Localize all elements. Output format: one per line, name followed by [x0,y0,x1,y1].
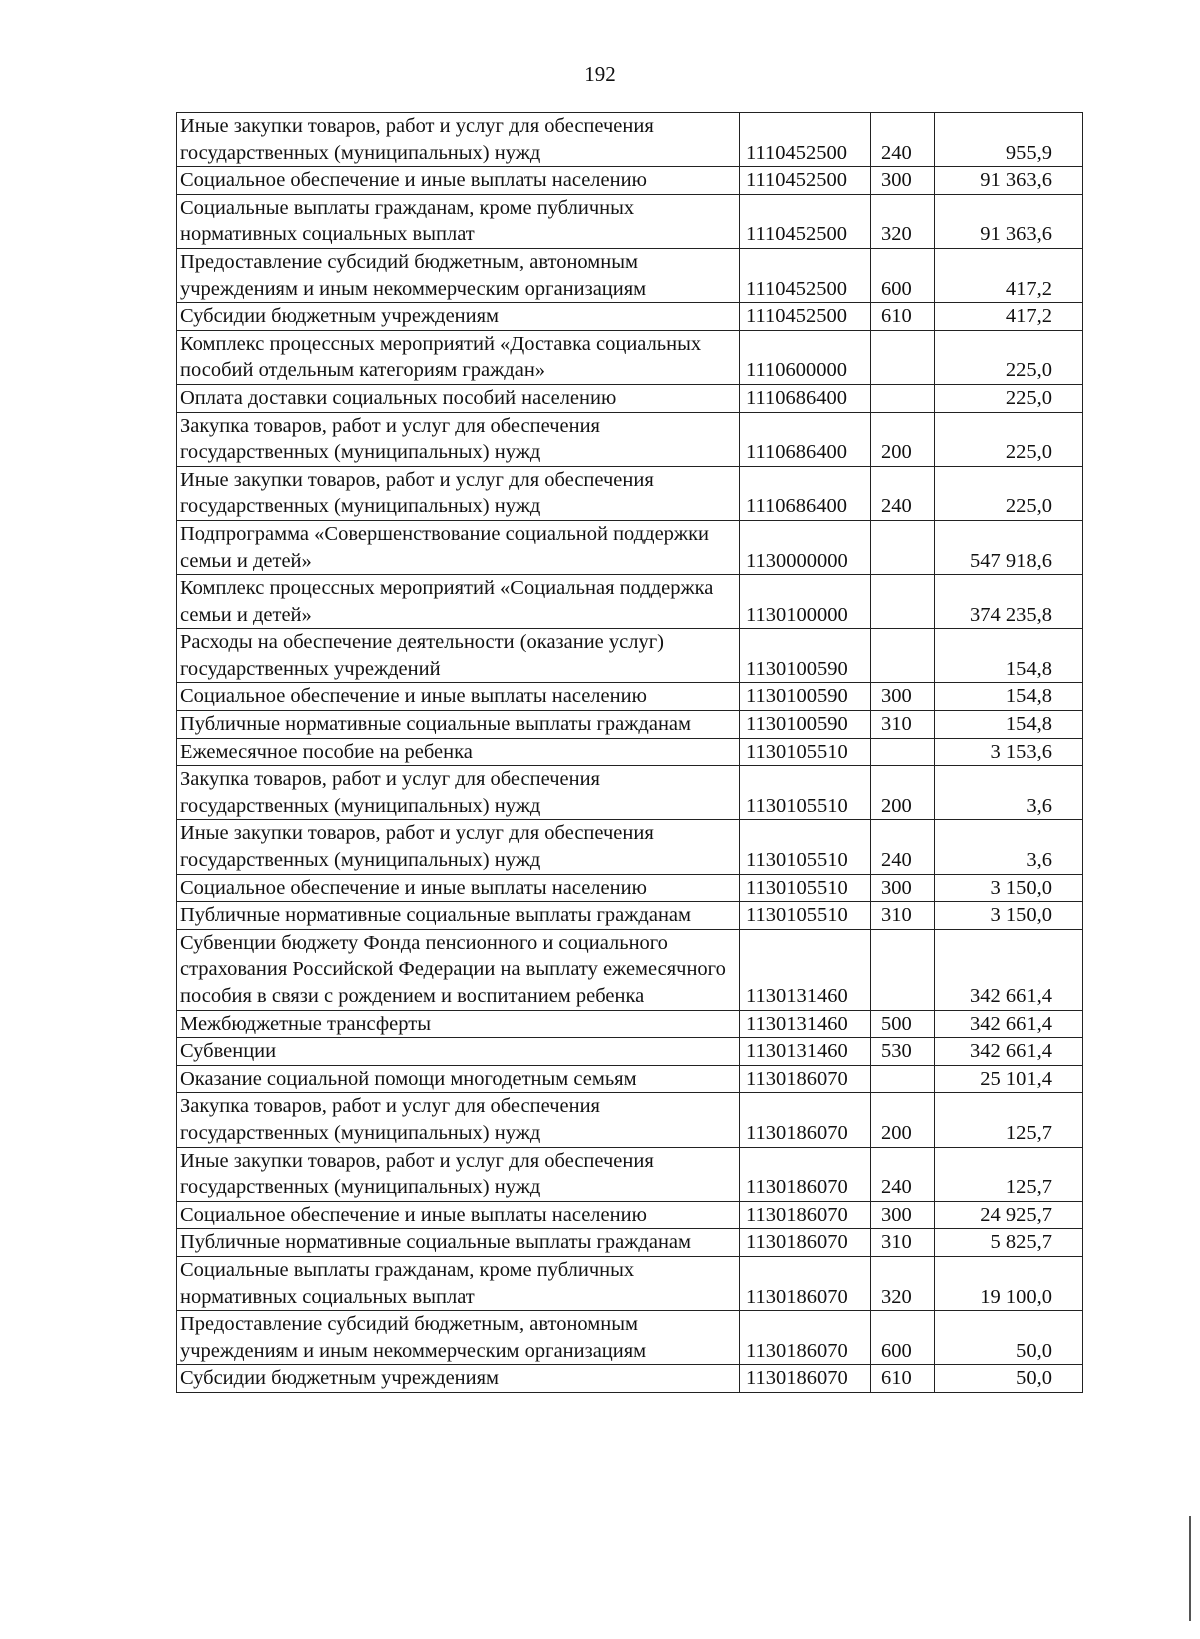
row-sum-cell: 342 661,4 [935,1038,1083,1066]
row-sum-cell: 225,0 [935,330,1083,384]
row-name-cell: Публичные нормативные социальные выплаты гражданам [177,711,740,739]
row-name-cell: Межбюджетные трансферты [177,1010,740,1038]
row-name-cell: Иные закупки товаров, работ и услуг для обеспечения государственных (муниципальных) нужд [177,113,740,167]
row-name-cell: Предоставление субсидий бюджетным, автономным учреждениям и иным некоммерческим организациям [177,248,740,302]
row-name-cell: Закупка товаров, работ и услуг для обеспечения государственных (муниципальных) нужд [177,412,740,466]
row-type-cell: 200 [871,1093,935,1147]
row-name-cell: Расходы на обеспечение деятельности (оказание услуг) государственных учреждений [177,629,740,683]
row-type-cell: 300 [871,167,935,195]
row-code-cell: 1130105510 [740,874,871,902]
row-name-cell: Субсидии бюджетным учреждениям [177,303,740,331]
row-code-cell: 1110686400 [740,466,871,520]
row-name-cell: Субвенции [177,1038,740,1066]
table-row [177,330,1083,384]
row-code-cell: 1130186070 [740,1229,871,1257]
table-row [177,1229,1083,1257]
row-name-cell: Публичные нормативные социальные выплаты гражданам [177,902,740,930]
row-code-cell: 1130105510 [740,902,871,930]
row-code-cell: 1130186070 [740,1065,871,1093]
row-type-cell: 200 [871,766,935,820]
row-sum-cell: 955,9 [935,113,1083,167]
row-type-cell: 240 [871,466,935,520]
row-name-cell: Субсидии бюджетным учреждениям [177,1365,740,1393]
table-row [177,466,1083,520]
table-row [177,683,1083,711]
row-sum-cell: 125,7 [935,1093,1083,1147]
table-row [177,711,1083,739]
row-code-cell: 1130131460 [740,1010,871,1038]
row-name-cell: Публичные нормативные социальные выплаты гражданам [177,1229,740,1257]
page-number: 192 [584,62,616,86]
table-row [177,874,1083,902]
row-sum-cell: 3 150,0 [935,902,1083,930]
table-row [177,1256,1083,1310]
table-row [177,384,1083,412]
row-sum-cell: 342 661,4 [935,1010,1083,1038]
row-type-cell [871,629,935,683]
row-type-cell [871,738,935,766]
row-name-cell: Оказание социальной помощи многодетным семьям [177,1065,740,1093]
row-name-cell: Закупка товаров, работ и услуг для обеспечения государственных (муниципальных) нужд [177,766,740,820]
row-sum-cell: 19 100,0 [935,1256,1083,1310]
table-row [177,1093,1083,1147]
row-code-cell: 1130186070 [740,1256,871,1310]
row-name-cell: Социальное обеспечение и иные выплаты населению [177,874,740,902]
row-type-cell: 310 [871,1229,935,1257]
row-code-cell: 1130131460 [740,929,871,1010]
row-type-cell: 300 [871,874,935,902]
row-code-cell: 1110452500 [740,248,871,302]
row-code-cell: 1130105510 [740,820,871,874]
row-name-cell: Комплекс процессных мероприятий «Социальная поддержка семьи и детей» [177,575,740,629]
row-code-cell: 1110600000 [740,330,871,384]
row-name-cell: Предоставление субсидий бюджетным, автономным учреждениям и иным некоммерческим организациям [177,1311,740,1365]
row-type-cell [871,1065,935,1093]
table-row [177,1201,1083,1229]
table-row [177,738,1083,766]
row-type-cell: 310 [871,902,935,930]
budget-table-body [177,113,1083,1393]
table-row [177,629,1083,683]
scan-edge-mark [1189,1516,1191,1621]
row-type-cell: 240 [871,113,935,167]
row-name-cell: Оплата доставки социальных пособий населению [177,384,740,412]
row-type-cell: 300 [871,1201,935,1229]
table-row [177,766,1083,820]
row-name-cell: Социальное обеспечение и иные выплаты населению [177,1201,740,1229]
row-code-cell: 1130100000 [740,575,871,629]
row-code-cell: 1130186070 [740,1093,871,1147]
table-row [177,113,1083,167]
row-type-cell [871,929,935,1010]
table-row [177,820,1083,874]
row-name-cell: Социальные выплаты гражданам, кроме публичных нормативных социальных выплат [177,194,740,248]
row-type-cell: 320 [871,194,935,248]
row-sum-cell: 417,2 [935,248,1083,302]
row-sum-cell: 3 153,6 [935,738,1083,766]
row-type-cell [871,330,935,384]
row-sum-cell: 154,8 [935,683,1083,711]
row-name-cell: Иные закупки товаров, работ и услуг для обеспечения государственных (муниципальных) нужд [177,820,740,874]
row-type-cell: 610 [871,303,935,331]
row-code-cell: 1130131460 [740,1038,871,1066]
row-code-cell: 1130186070 [740,1147,871,1201]
row-type-cell: 320 [871,1256,935,1310]
table-row [177,248,1083,302]
row-sum-cell: 225,0 [935,384,1083,412]
row-type-cell: 500 [871,1010,935,1038]
budget-table [176,112,1083,1393]
row-code-cell: 1130186070 [740,1365,871,1393]
row-sum-cell: 91 363,6 [935,194,1083,248]
row-name-cell: Социальное обеспечение и иные выплаты населению [177,683,740,711]
table-row [177,575,1083,629]
row-type-cell: 310 [871,711,935,739]
row-code-cell: 1130105510 [740,766,871,820]
table-row [177,1038,1083,1066]
row-code-cell: 1110452500 [740,303,871,331]
row-type-cell [871,575,935,629]
table-row [177,902,1083,930]
row-type-cell: 200 [871,412,935,466]
row-type-cell [871,520,935,574]
table-row [177,194,1083,248]
row-sum-cell: 3,6 [935,766,1083,820]
table-row [177,1147,1083,1201]
row-name-cell: Комплекс процессных мероприятий «Доставка социальных пособий отдельным категориям граждан» [177,330,740,384]
row-sum-cell: 91 363,6 [935,167,1083,195]
row-type-cell: 300 [871,683,935,711]
row-sum-cell: 547 918,6 [935,520,1083,574]
row-sum-cell: 417,2 [935,303,1083,331]
row-name-cell: Субвенции бюджету Фонда пенсионного и социального страхования Российской Федерации на выплату ежемесячного пособия в связи с рождением и воспитанием ребенка [177,929,740,1010]
row-code-cell: 1110686400 [740,412,871,466]
row-sum-cell: 24 925,7 [935,1201,1083,1229]
row-code-cell: 1130100590 [740,629,871,683]
row-sum-cell: 3 150,0 [935,874,1083,902]
row-type-cell: 240 [871,820,935,874]
row-name-cell: Ежемесячное пособие на ребенка [177,738,740,766]
table-row [177,412,1083,466]
table-row [177,1065,1083,1093]
row-sum-cell: 225,0 [935,412,1083,466]
row-code-cell: 1130105510 [740,738,871,766]
row-type-cell: 610 [871,1365,935,1393]
table-row [177,1365,1083,1393]
row-code-cell: 1110686400 [740,384,871,412]
row-name-cell: Закупка товаров, работ и услуг для обеспечения государственных (муниципальных) нужд [177,1093,740,1147]
row-type-cell: 600 [871,1311,935,1365]
row-sum-cell: 342 661,4 [935,929,1083,1010]
row-code-cell: 1130100590 [740,683,871,711]
row-sum-cell: 25 101,4 [935,1065,1083,1093]
table-row [177,303,1083,331]
row-name-cell: Подпрограмма «Совершенствование социальной поддержки семьи и детей» [177,520,740,574]
table-row [177,1311,1083,1365]
table-row [177,929,1083,1010]
table-row [177,520,1083,574]
row-sum-cell: 374 235,8 [935,575,1083,629]
row-code-cell: 1110452500 [740,113,871,167]
row-type-cell: 240 [871,1147,935,1201]
row-sum-cell: 225,0 [935,466,1083,520]
row-sum-cell: 50,0 [935,1311,1083,1365]
row-name-cell: Иные закупки товаров, работ и услуг для обеспечения государственных (муниципальных) нужд [177,466,740,520]
row-name-cell: Социальное обеспечение и иные выплаты населению [177,167,740,195]
row-type-cell [871,384,935,412]
row-sum-cell: 50,0 [935,1365,1083,1393]
row-sum-cell: 125,7 [935,1147,1083,1201]
row-code-cell: 1130186070 [740,1201,871,1229]
row-code-cell: 1110452500 [740,194,871,248]
row-name-cell: Социальные выплаты гражданам, кроме публичных нормативных социальных выплат [177,1256,740,1310]
row-sum-cell: 3,6 [935,820,1083,874]
row-type-cell: 530 [871,1038,935,1066]
row-code-cell: 1130186070 [740,1311,871,1365]
row-code-cell: 1110452500 [740,167,871,195]
row-code-cell: 1130100590 [740,711,871,739]
row-sum-cell: 154,8 [935,711,1083,739]
row-code-cell: 1130000000 [740,520,871,574]
row-sum-cell: 154,8 [935,629,1083,683]
table-row [177,1010,1083,1038]
table-row [177,167,1083,195]
row-type-cell: 600 [871,248,935,302]
row-sum-cell: 5 825,7 [935,1229,1083,1257]
row-name-cell: Иные закупки товаров, работ и услуг для обеспечения государственных (муниципальных) нужд [177,1147,740,1201]
